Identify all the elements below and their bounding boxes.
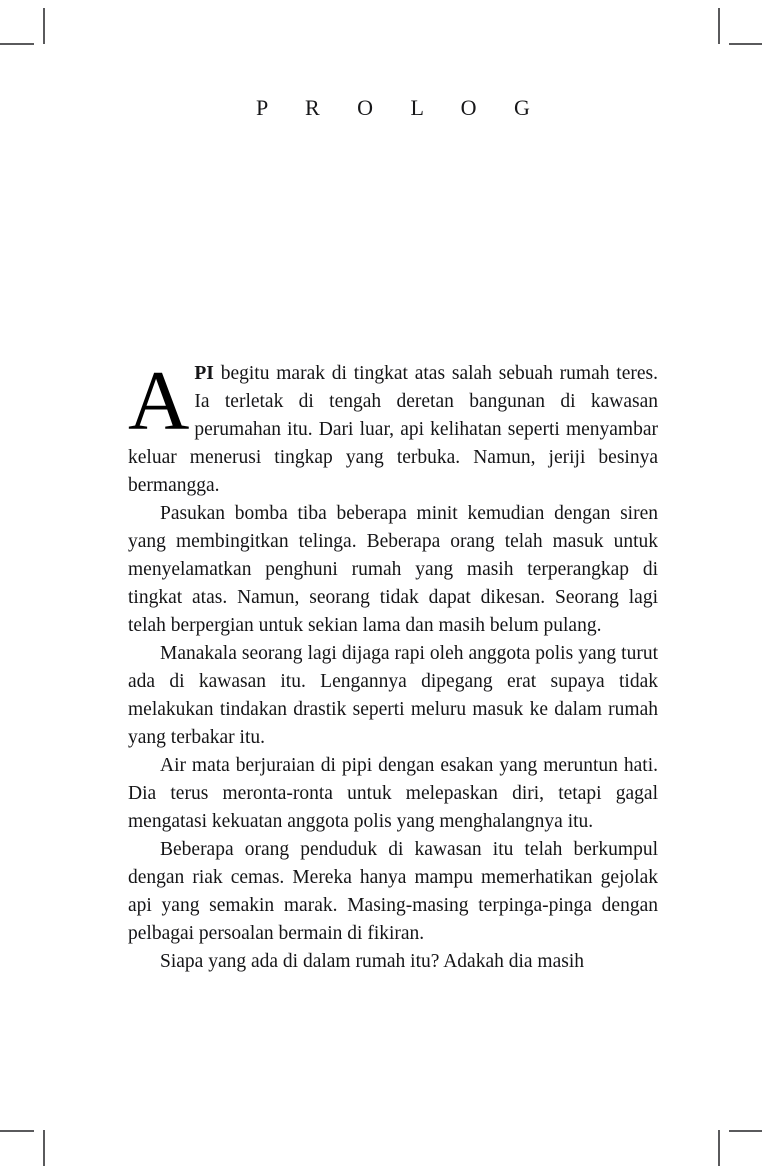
paragraph-6 bbox=[128, 948, 658, 976]
crop-mark-top-left-vertical bbox=[43, 8, 45, 44]
crop-mark-top-left-horizontal bbox=[0, 43, 34, 45]
paragraph-1-text: begitu marak di tingkat atas salah sebuah rumah teres. Ia terletak di tengah deretan bangunan di kawasan perumahan itu. Dari luar, api kelihatan seperti menyambar keluar menerusi tingkap yang terbuka. Namun, jeriji besinya bermangga. bbox=[128, 363, 658, 496]
paragraph-5 bbox=[128, 836, 658, 948]
paragraph-5-text: Beberapa orang penduduk di kawasan itu telah berkumpul dengan riak cemas. Mereka hanya mampu memerhatikan gejolak api yang semakin marak. Masing-masing terpinga-pinga dengan pelbagai persoalan bermain di fikiran. bbox=[128, 839, 658, 944]
crop-mark-bottom-left-vertical bbox=[43, 1130, 45, 1166]
crop-mark-top-right-vertical bbox=[718, 8, 720, 44]
paragraph-6-text: Siapa yang ada di dalam rumah itu? Adakah dia masih bbox=[160, 951, 585, 972]
paragraph-3 bbox=[128, 640, 658, 752]
crop-mark-top-right-horizontal bbox=[729, 43, 762, 45]
crop-mark-bottom-right-vertical bbox=[718, 1130, 720, 1166]
crop-mark-bottom-left-horizontal bbox=[0, 1130, 34, 1132]
page-content-area bbox=[128, 0, 658, 1174]
paragraph-3-text: Manakala seorang lagi dijaga rapi oleh anggota polis yang turut ada di kawasan itu. Lengannya dipegang erat supaya tidak melakukan tindakan drastik seperti meluru masuk ke dalam rumah yang terbakar itu. bbox=[128, 643, 658, 748]
drop-cap-letter: A bbox=[128, 354, 190, 448]
crop-mark-bottom-right-horizontal bbox=[729, 1130, 762, 1132]
paragraph-2 bbox=[128, 500, 658, 640]
paragraph-1 bbox=[128, 354, 658, 500]
body-text-block bbox=[128, 354, 658, 976]
paragraph-4-text: Air mata berjuraian di pipi dengan esakan yang meruntun hati. Dia terus meronta-ronta untuk melepaskan diri, tetapi gagal mengatasi kekuatan anggota polis yang menghalangnya itu. bbox=[128, 755, 658, 832]
paragraph-2-text: Pasukan bomba tiba beberapa minit kemudian dengan siren yang membingitkan telinga. Beberapa orang telah masuk untuk menyelamatkan penghuni rumah yang masih terperangkap di tingkat atas. Namun, seorang tidak dapat dikesan. Seorang lagi telah berpergian untuk sekian lama dan masih belum pulang. bbox=[128, 503, 658, 636]
lead-bold-text: PI bbox=[194, 363, 214, 384]
paragraph-4 bbox=[128, 752, 658, 836]
chapter-title: P R O L O G bbox=[256, 95, 546, 120]
